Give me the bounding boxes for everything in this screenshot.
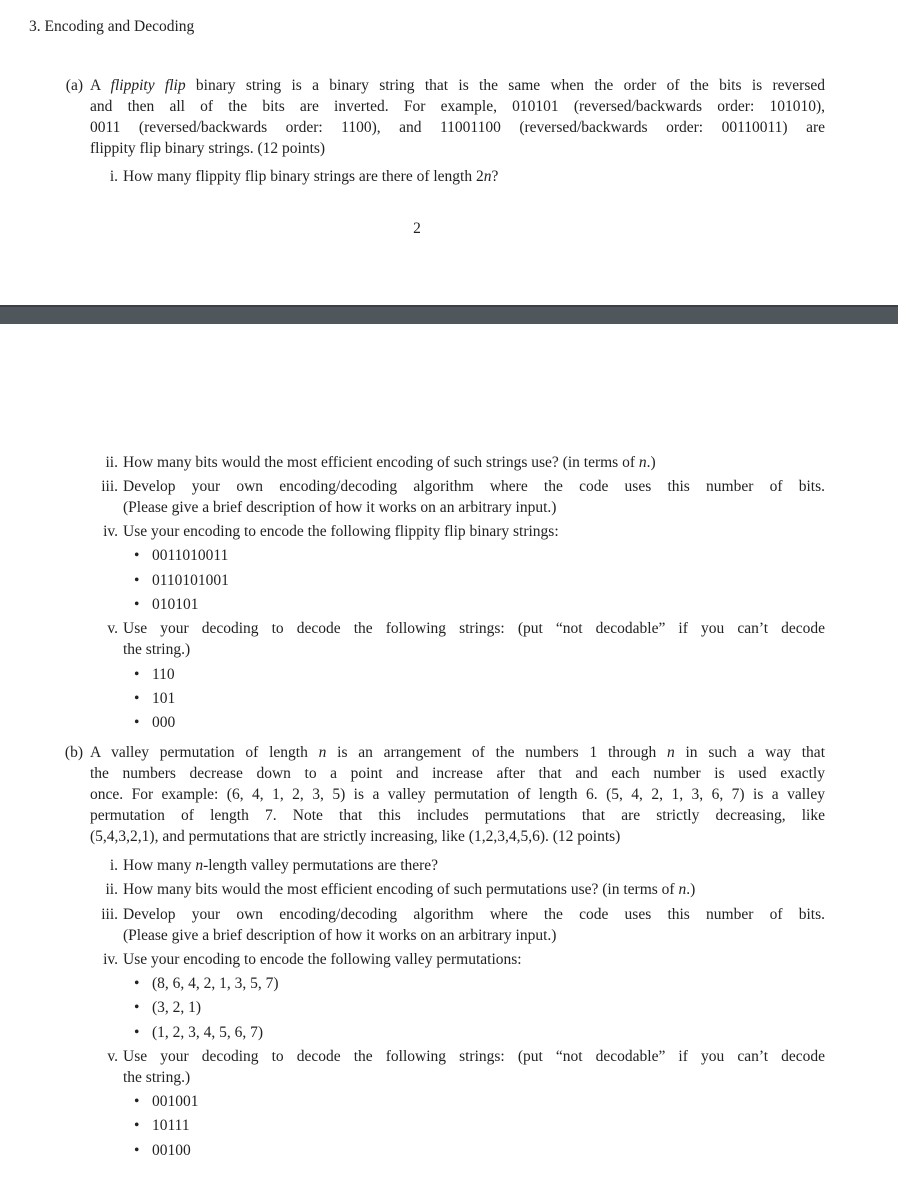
- b-q-iii-text: Develop your own encoding/decoding algorithm where the code uses this number of bits. (Please give a brief description of how it works on an arbitrary input.): [123, 906, 825, 944]
- a-q-ii-text: How many bits would the most efficient encoding of such strings use? (in terms of n.): [123, 454, 656, 471]
- a-q-iv-text: Use your encoding to encode the following flippity flip binary strings:: [123, 523, 559, 540]
- section-title: Encoding and Decoding: [44, 18, 195, 35]
- a-q-i-text: How many flippity flip binary strings are there of length 2n?: [123, 168, 499, 185]
- b-q-iii-label: iii.: [101, 906, 118, 923]
- part-a-line-3: 0011 (reversed/backwards order: 1100), and 11001100 (reversed/backwards order: 00110011) are: [90, 119, 825, 136]
- part-b-description: [90, 742, 825, 847]
- part-a-description: [90, 75, 825, 159]
- part-a-label: (a): [65, 77, 83, 94]
- b-q-v-label: v.: [107, 1048, 118, 1065]
- b-q-v-text: Use your decoding to decode the following strings: (put “not decodable” if you can’t decode the string.): [123, 1048, 825, 1086]
- part-a-line-4: flippity flip binary strings. (12 points): [90, 140, 326, 157]
- a-q-v-label: v.: [107, 620, 118, 637]
- b-q-i-text: How many n-length valley permutations are there?: [123, 857, 439, 874]
- b-q-i-label: i.: [109, 857, 118, 874]
- a-q-v-text: Use your decoding to decode the following strings: (put “not decodable” if you can’t decode the string.): [123, 620, 825, 658]
- b-q-iv-text: Use your encoding to encode the following valley permutations:: [123, 951, 522, 968]
- page-bottom: ii. How many bits would the most efficient encoding of such strings use? (in terms of n.) iii. Develop your own encoding/decoding algorithm where the code uses this number of bits. (Please give a brief description of how it works on an arbitrary input.) iv. Use your encoding to encode the following flippity flip binary strings: 0011010011 0110101001 010101 v. Use your decoding to decode the following strings: (put “not decodable” if you can’t decode the string.) 110 101 000 (b) A valley permutation of length n is an arrangement of the numbers 1 through n in such a way that the numbers decrease down to a point and increase after that and each number is used exactly once. For example: (6, 4, 1, 2, 3, 5) is a valley permutation of length 6. (5, 4, 2, 1, 3, 6, 7) is a valley permutation of length 7. Note that this includes permutations that are strictly decreasing, like (5,4,3,2,1), and permutations that are strictly increasing, like (1,2,3,4,5,6). (12 points) i. How many n-length valley permutations are there? ii. How many bits would the most efficient encoding of such permutations use? (in terms of n.) iii. Develop your own encoding/decoding algorithm where the code uses this number of bits. (Please give a brief description of how it works on an arbitrary input.) iv. Use your encoding to encode the following valley permutations: (8, 6, 4, 2, 1, 3, 5, 7) (3, 2, 1) (1, 2, 3, 4, 5, 6, 7) v. Use your decoding to decode the following strings: (put “not decodable” if you can’t decode the string.) 001001 10111 00100: [0, 324, 898, 1188]
- a-q-ii-label: ii.: [105, 454, 118, 471]
- part-b-line-4: permutation of length 7. Note that this includes permutations that are strictly decreasing, like: [90, 807, 825, 824]
- a-q-iv-label: iv.: [103, 523, 118, 540]
- b-q-ii-text: How many bits would the most efficient encoding of such permutations use? (in terms of n.): [123, 881, 696, 898]
- part-b-line-2: the numbers decrease down to a point and increase after that and each number is used exactly: [90, 765, 825, 782]
- part-b-line-1: A valley permutation of length n is an arrangement of the numbers 1 through n in such a way that: [90, 744, 825, 761]
- page-divider: [0, 305, 898, 324]
- part-a-line-1: A flippity flip binary string is a binary string that is the same when the order of the bits is reversed: [90, 77, 825, 94]
- page-top: [0, 0, 898, 305]
- flippity-flip-term: flippity flip: [110, 77, 186, 94]
- page-number: 2: [413, 220, 421, 237]
- b-q-iv-label: iv.: [103, 951, 118, 968]
- a-q-i-label: i.: [109, 168, 118, 185]
- a-q-iii-text: Develop your own encoding/decoding algorithm where the code uses this number of bits. (Please give a brief description of how it works on an arbitrary input.): [123, 478, 825, 516]
- b-q-ii-label: ii.: [105, 881, 118, 898]
- part-b-label: (b): [64, 744, 83, 761]
- part-a-line-2: and then all of the bits are inverted. For example, 010101 (reversed/backwards order: 101010),: [90, 98, 825, 115]
- part-b-line-3: once. For example: (6, 4, 1, 2, 3, 5) is a valley permutation of length 6. (5, 4, 2, 1, 3, 6, 7) is a valley: [90, 786, 825, 803]
- a-q-iii-label: iii.: [101, 478, 118, 495]
- section-heading: [29, 16, 194, 37]
- section-number: 3.: [29, 18, 41, 35]
- part-b-line-5: (5,4,3,2,1), and permutations that are strictly increasing, like (1,2,3,4,5,6). (12 points): [90, 828, 621, 845]
